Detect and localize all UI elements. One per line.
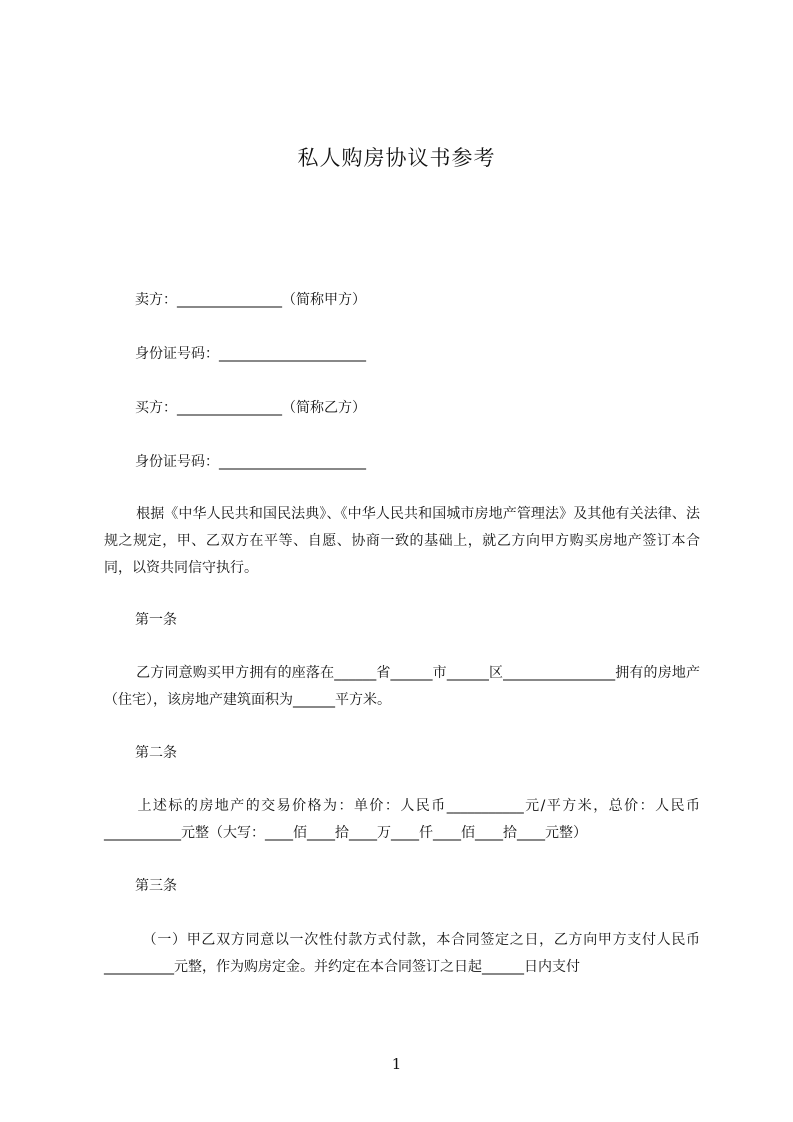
seller-line: 卖方：_______________（简称甲方） xyxy=(135,292,366,308)
document-title: 私人购房协议书参考 xyxy=(297,146,496,170)
article-3-paragraph xyxy=(104,927,700,981)
article-2-text: 上述标的房地产的交易价格为：单价：人民币___________元/平方米，总价：人民币___________元整（大写：____佰____拾____万____仟____佰____拾____元整） xyxy=(104,798,700,841)
buyer-id-line: 身份证号码：_____________________ xyxy=(135,454,366,470)
article-3-text: （一）甲乙双方同意以一次性付款方式付款，本合同签定之日，乙方向甲方支付人民币__________元整，作为购房定金。并约定在本合同签订之日起______日内支付 xyxy=(104,932,700,975)
article-2-paragraph xyxy=(104,793,700,847)
page-number: 1 xyxy=(391,1055,402,1073)
intro-paragraph xyxy=(104,501,700,582)
buyer-line: 买方：_______________（简称乙方） xyxy=(135,400,366,416)
seller-id-line: 身份证号码：_____________________ xyxy=(135,346,366,362)
article-2-heading: 第二条 xyxy=(135,745,177,761)
article-1-paragraph xyxy=(104,660,700,714)
article-1-text: 乙方同意购买甲方拥有的座落在______省______市______区________________拥有的房地产（住宅），该房地产建筑面积为______平方米。 xyxy=(104,665,700,708)
intro-text: 根据《中华人民共和国民法典》、《中华人民共和国城市房地产管理法》及其他有关法律、法规之规定，甲、乙双方在平等、自愿、协商一致的基础上，就乙方向甲方购买房地产签订本合同，以资共同信守执行。 xyxy=(104,506,700,576)
article-1-heading: 第一条 xyxy=(135,612,177,628)
article-3-heading: 第三条 xyxy=(135,878,177,894)
